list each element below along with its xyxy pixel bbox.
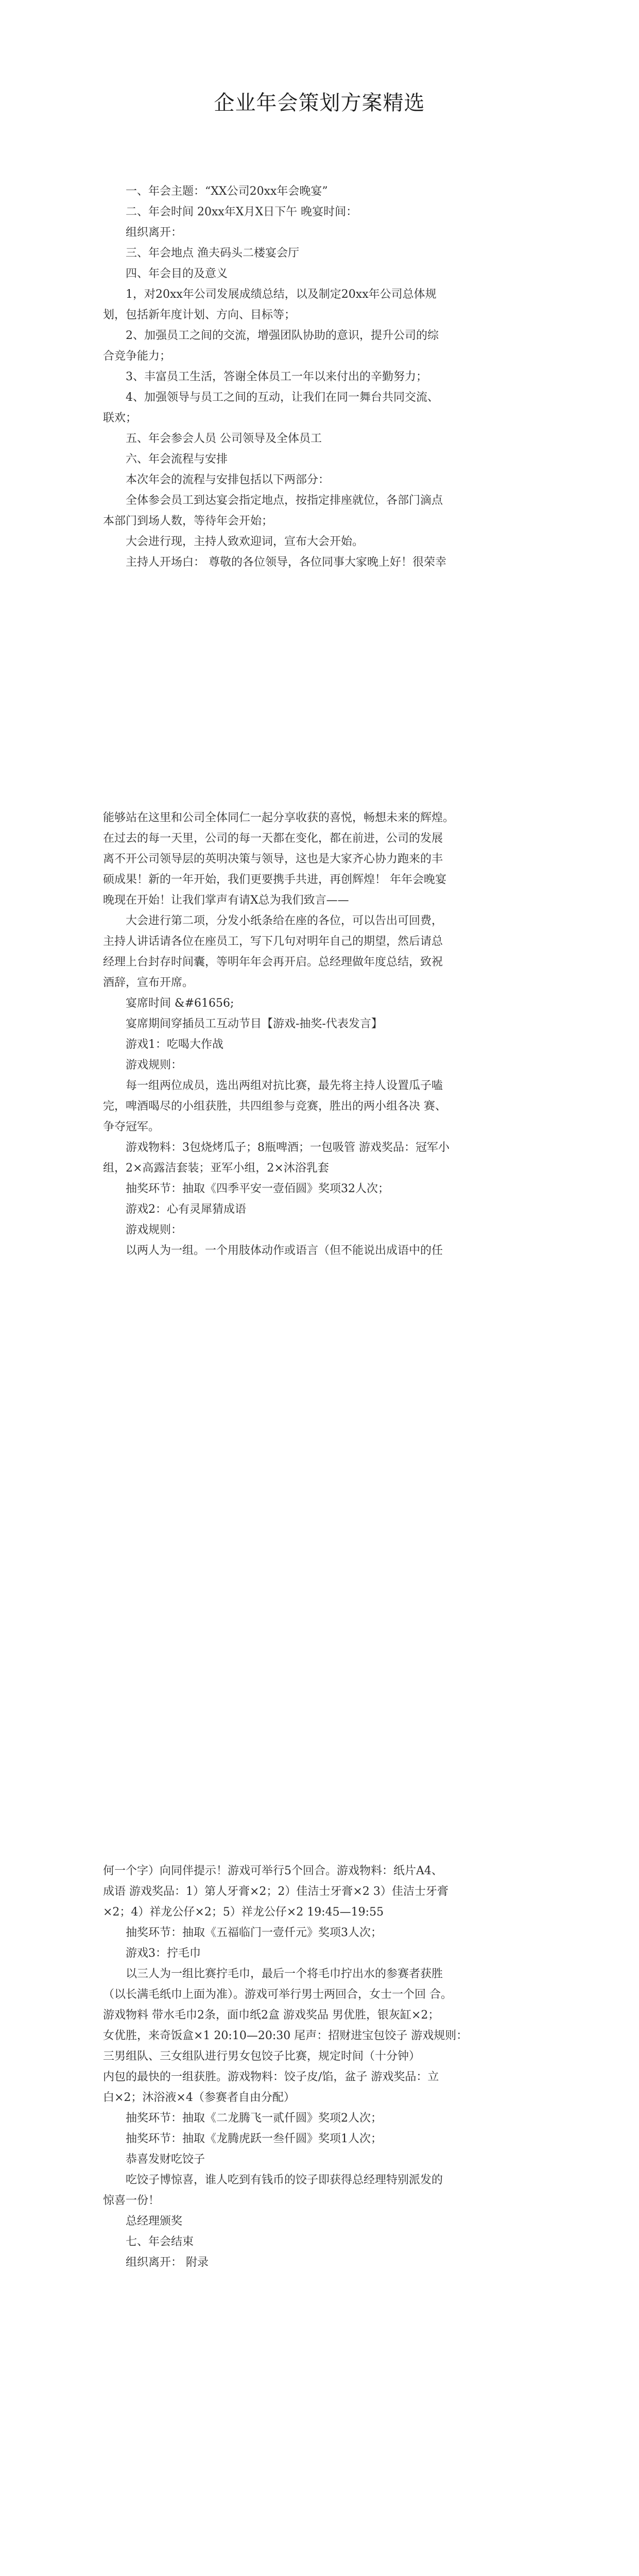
heading-venue: 三、年会地点 渔夫码头二楼宴会厅 (126, 247, 299, 260)
heading-theme: 一、年会主题：“XX公司20xx年会晚宴” (126, 185, 328, 198)
text-line: 主持人讲话请各位在座员工，写下几句对明年自己的期望，然后请总 (103, 935, 443, 948)
heading-attendees: 五、年会参会人员 公司领导及全体员工 (126, 432, 322, 445)
text-line: 争夺冠军。 (103, 1121, 160, 1133)
text-line: 酒辞，宣布开席。 (103, 976, 194, 989)
text-line: 内包的最快的一组获胜。游戏物料：饺子皮/馅，盆子 游戏奖品：立 (103, 2071, 439, 2083)
text-line: 硕成果！新的一年开始，我们更要携手共进，再创辉煌！ 年年会晚宴 (103, 873, 446, 886)
heading-purpose: 四、年会目的及意义 (126, 267, 228, 280)
text-line: 总经理颁奖 (126, 2215, 183, 2228)
text-line: 吃饺子博惊喜，谁人吃到有钱币的饺子即获得总经理特别派发的 (126, 2174, 443, 2187)
text-line: 组织离开： (126, 226, 183, 239)
text-line: 以两人为一组。一个用肢体动作或语言（但不能说出成语中的任 (126, 1244, 443, 1257)
text-line: 2、加强员工之间的交流，增强团队协助的意识，提升公司的综 (126, 329, 439, 342)
text-block-3 (103, 1861, 536, 2273)
text-line: 本次年会的流程与安排包括以下两部分： (126, 473, 330, 486)
text-line: 成语 游戏奖品：1）第人牙膏×2；2）佳洁士牙膏×2 3）佳洁士牙膏 (103, 1885, 448, 1898)
text-line: 白×2；沐浴液×4（参赛者自由分配） (103, 2091, 295, 2104)
text-line: （以长满毛纸巾上面为准）。游戏可举行男士两回合，女士一个回 合。 (103, 1988, 452, 2001)
text-line: 在过去的每一天里，公司的每一天都在变化，都在前进，公司的发展 (103, 832, 443, 845)
game-title: 游戏1：吃喝大作战 (126, 1038, 223, 1051)
text-block-1 (103, 181, 536, 573)
text-line: 何一个字）向同伴提示！游戏可举行5个回合。游戏物料：纸片A4、 (103, 1865, 443, 1877)
text-line: 抽奖环节：抽取《五福临门一壹仟元》奖项3人次； (126, 1926, 382, 1939)
text-line: 组，2×高露洁套装；亚军小组，2×沐浴乳套 (103, 1162, 329, 1175)
text-line: ×2；4）祥龙公仔×2；5）祥龙公仔×2 19:45—19:55 (103, 1906, 384, 1919)
game-title: 游戏2：心有灵犀猜成语 (126, 1203, 246, 1216)
text-line: 抽奖环节：抽取《二龙腾飞一贰仟圆》奖项2人次； (126, 2112, 382, 2125)
text-line: 三男组队、三女组队进行男女包饺子比赛，规定时间（十分钟） (103, 2050, 421, 2063)
text-line: 每一组两位成员，选出两组对抗比赛，最先将主持人设置瓜子嗑 (126, 1079, 443, 1092)
text-line: 游戏规则： (126, 1224, 183, 1236)
text-line: 大会进行第二项，分发小纸条给在座的各位，可以告出可回费， (126, 914, 443, 927)
text-line: 经理上台封存时间囊，等明年年会再开启。总经理做年度总结，致祝 (103, 956, 443, 969)
text-line: 以三人为一组比赛拧毛巾，最后一个将毛巾拧出水的参赛者获胜 (126, 1968, 443, 1980)
text-line: 全体参会员工到达宴会指定地点，按指定排座就位，各部门滴点 (126, 494, 443, 507)
text-line: 宴席期间穿插员工互动节目【游戏-抽奖-代表发言】 (126, 1018, 383, 1030)
text-line: 恭喜发财吃饺子 (126, 2153, 205, 2166)
text-line: 抽奖环节：抽取《四季平安一壹佰圆》奖项32人次； (126, 1182, 389, 1195)
heading-process: 六、年会流程与安排 (126, 453, 228, 466)
heading-end: 七、年会结束 (126, 2235, 194, 2248)
text-line: 惊喜一份！ (103, 2194, 160, 2207)
text-line: 组织离开： 附录 (126, 2256, 209, 2269)
text-line: 晚现在开始！让我们掌声有请X总为我们致言—— (103, 894, 349, 907)
text-line: 能够站在这里和公司全体同仁一起分享收获的喜悦，畅想未来的辉煌。 (103, 811, 455, 824)
text-line: 宴席时间 &#61656; (126, 997, 234, 1010)
text-line: 4、加强领导与员工之间的互动，让我们在同一舞台共同交流、 (126, 391, 439, 404)
game-title: 游戏3：拧毛巾 (126, 1947, 201, 1960)
text-line: 完，啤酒喝尽的小组获胜，共四组参与竞赛，胜出的两小组各决 赛、 (103, 1100, 446, 1113)
page-title: 企业年会策划方案精选 (214, 91, 425, 115)
heading-time: 二、年会时间 20xx年X月X日下午 晚宴时间： (126, 206, 358, 218)
text-line: 抽奖环节：抽取《龙腾虎跃一叁仟圆》奖项1人次； (126, 2132, 382, 2145)
text-line: 主持人开场白： 尊敬的各位领导，各位同事大家晚上好！很荣幸 (126, 556, 446, 569)
text-line: 本部门到场人数，等待年会开始； (103, 515, 273, 528)
text-line: 3、丰富员工生活，答谢全体员工一年以来付出的辛勤努力； (126, 370, 427, 383)
text-line: 划，包括新年度计划、方向、目标等； (103, 309, 296, 321)
text-line: 游戏规则： (126, 1059, 183, 1072)
text-line: 大会进行现，主持人致欢迎词，宣布大会开始。 (126, 535, 364, 548)
text-line: 离不开公司领导层的英明决策与领导，这也是大家齐心协力跑来的丰 (103, 853, 443, 866)
text-line: 游戏物料：3包烧烤瓜子；8瓶啤酒；一包吸管 游戏奖品：冠军小 (126, 1141, 450, 1154)
text-line: 游戏物料 带水毛巾2条，面巾纸2盒 游戏奖品 男优胜，银灰缸×2； (103, 2009, 440, 2022)
text-block-2 (103, 808, 536, 1261)
text-line: 女优胜，来奇饭盒×1 20:10—20:30 尾声：招财进宝包饺子 游戏规则： (103, 2029, 468, 2042)
text-line: 1，对20xx年公司发展成绩总结，以及制定20xx年公司总体规 (126, 288, 437, 301)
text-line: 合竞争能力； (103, 350, 171, 363)
text-line: 联欢； (103, 412, 137, 425)
